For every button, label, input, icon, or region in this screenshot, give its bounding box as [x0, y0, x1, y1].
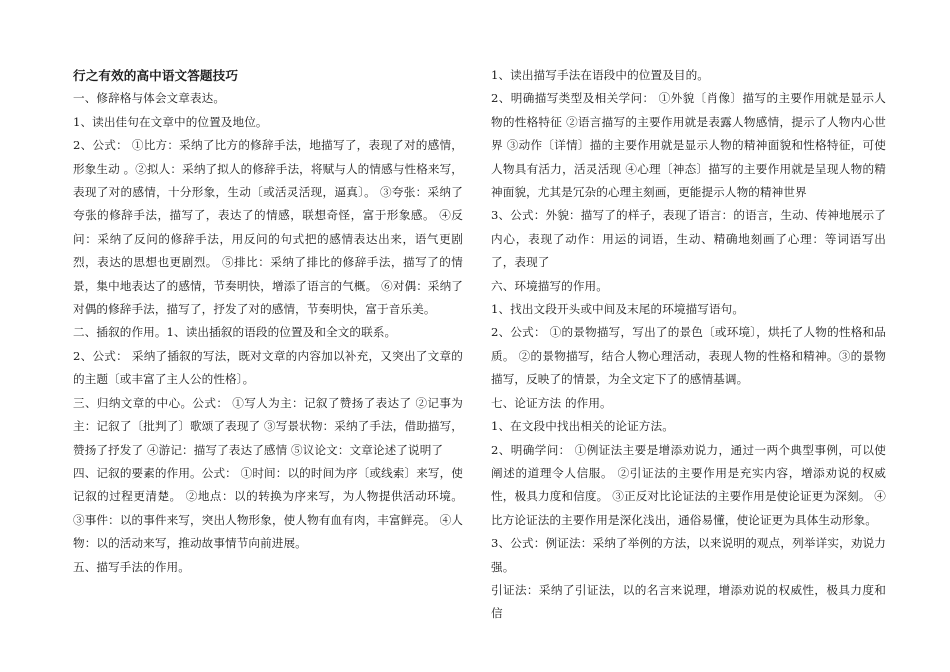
paragraph: 2、明确学问： ①例证法主要是增添劝说力，通过一两个典型事例，可以使阐述的道理令人信服。 ②引证法的主要作用是充实内容，增添劝说的权威性，极具力度和信度。 ③正反对比论证法的主要作用是使论证更为深刻。 ④比方论证法的主要作用是深化浅出，通俗易懂，使论证更为具体生动形象。	[491, 442, 886, 527]
right-column	[491, 64, 886, 626]
paragraph: 三、归纳文章的中心。公式： ①写人为主：记叙了赞扬了表达了 ②记事为主：记叙了〔批判了〕歌颂了表现了 ③写景状物：采纳了手法，借助描写，赞扬了抒发了 ④游记：描写了表达了感情 ⑤议论文：文章论述了说明了	[73, 395, 463, 457]
paragraph: 一、修辞格与体会文章表达。	[73, 91, 226, 106]
paragraph: 七、论证方法 的作用。	[491, 395, 612, 410]
paragraph: 1、读出佳句在文章中的位置及地位。	[73, 114, 268, 129]
paragraph: 2、公式： ①比方：采纳了比方的修辞手法，地描写了，表现了对的感情，形象生动 。②拟人：采纳了拟人的修辞手法，将赋与人的情感与性格来写，表现了对的感情，十分形象，生动〔或活灵活现，逼真〕。 ③夸张：采纳了夸张的修辞手法，描写了，表达了的情感，联想奇怪，富于形象感。 ④反问：采纳了反问的修辞手法，用反问的句式把的感情表达出来，语气更剧烈，表达的思想也更剧烈。 ⑤排比：采纳了排比的修辞手法，描写了的情景，集中地表达了的感情，节奏明快，增添了语言的气概。 ⑥对偶：采纳了对偶的修辞手法，描写了，抒发了对的感情，节奏明快，富于音乐美。	[73, 138, 463, 317]
paragraph: 1、读出描写手法在语段中的位置及目的。	[491, 68, 709, 82]
paragraph: 1、找出文段开头或中间及末尾的环境描写语句。	[491, 302, 745, 317]
paragraph: 3、公式：例证法：采纳了举例的方法，以来说明的观点，列举详实，劝说力强。	[491, 536, 886, 574]
paragraph: 引证法：采纳了引证法，以的名言来说理，增添劝说的权威性，极具力度和信	[491, 582, 886, 621]
paragraph: 五、描写手法的作用。	[73, 559, 190, 574]
document-title: 行之有效的高中语文答题技巧	[73, 68, 239, 83]
paragraph: 二、插叙的作用。1、读出插叙的语段的位置及和全文的联系。	[73, 325, 397, 340]
paragraph: 四、记叙的要素的作用。公式： ①时间：以的时间为序〔或线索〕来写，使记叙的过程更清楚。 ②地点：以的转换为序来写，为人物提供活动环境。 ③事件：以的事件来写，突出人物形象，使人物有血有肉，丰富鲜亮。 ④人物：以的活动来写，推动故事情节向前进展。	[73, 465, 463, 551]
paragraph: 2、公式： ①的景物描写，写出了的景色〔或环境〕，烘托了人物的性格和品质。 ②的景物描写，结合人物心理活动，表现人物的性格和精神。③的景物描写，反映了的情景，为全文定下了的感情基调。	[491, 325, 886, 387]
paragraph: 3、公式：外貌：描写了的样子，表现了语言：的语言，生动、传神地展示了内心，表现了动作：用运的词语，生动、精确地刻画了心理：等词语写出了，表现了	[491, 208, 886, 270]
left-column	[73, 64, 463, 579]
paragraph: 六、环境描写的作用。	[491, 278, 608, 293]
paragraph: 2、公式： 采纳了插叙的写法，既对文章的内容加以补充，又突出了文章的的主题〔或丰富了主人公的性格〕。	[73, 348, 463, 387]
paragraph: 2、明确描写类型及相关学问： ①外貌〔肖像〕描写的主要作用就是显示人物的性格特征 ②语言描写的主要作用就是表露人物感情，提示了人物内心世界 ③动作〔详情〕描的主要作用就是显示人物的精神面貌和性格特征，可使人物具有活力，活灵活现 ④心理〔神态〕描写的主要作用就是呈现人物的精神面貌，尤其是冗杂的心理主刻画，更能提示人物的精神世界	[491, 91, 886, 200]
paragraph: 1、在文段中找出相关的论证方法。	[491, 419, 674, 434]
